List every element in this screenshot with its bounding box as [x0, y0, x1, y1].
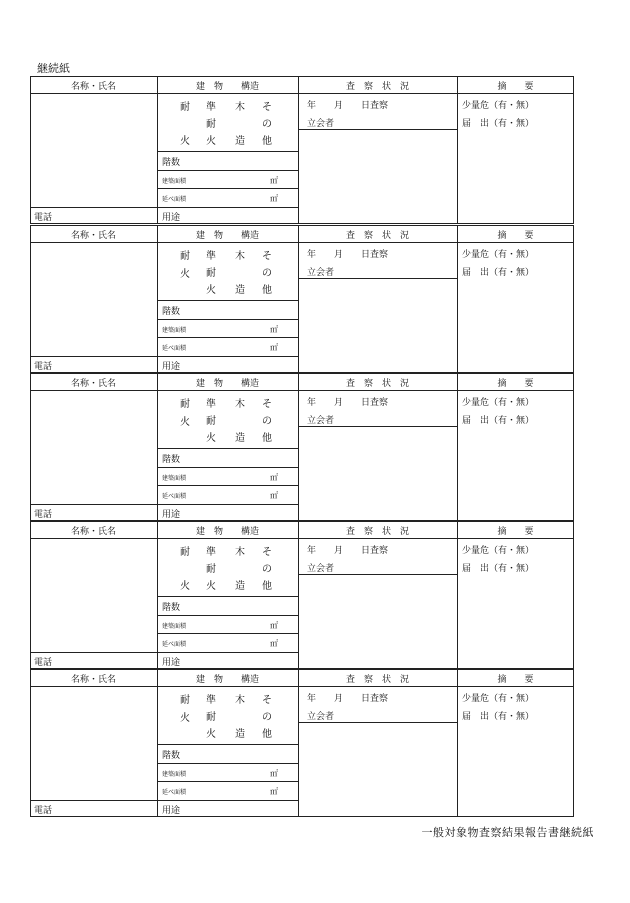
header-summary: 摘 要	[497, 675, 534, 685]
structure-divider	[157, 485, 299, 486]
structure-divider	[157, 800, 299, 801]
structure-char: 準	[206, 102, 216, 113]
witness-label: 立会者	[307, 268, 335, 278]
header-summary: 摘 要	[497, 82, 534, 92]
structure-char: 火	[206, 729, 216, 740]
header-name: 名称・氏名	[70, 379, 116, 389]
witness-divider	[298, 722, 458, 723]
record-block	[30, 521, 574, 669]
floors-label: 階数	[162, 307, 181, 317]
header-name: 名称・氏名	[70, 82, 116, 92]
structure-char: 木	[235, 547, 245, 558]
building-area-label: 建築面積	[162, 771, 187, 778]
structure-char: 耐	[180, 399, 190, 410]
structure-char: 準	[206, 695, 216, 706]
phone-divider	[30, 207, 158, 208]
header-structure: 建 物 構造	[195, 675, 259, 685]
structure-char: 造	[235, 136, 245, 147]
structure-char: 木	[235, 695, 245, 706]
column-divider	[157, 373, 158, 521]
structure-divider	[157, 300, 299, 301]
record-block	[30, 373, 574, 521]
header-inspection: 査 察 状 況	[345, 231, 409, 241]
structure-char: 火	[180, 136, 190, 147]
inspection-date-label: 年 月 日査察	[307, 250, 389, 260]
structure-divider	[157, 207, 299, 208]
structure-char: 木	[235, 102, 245, 113]
header-structure: 建 物 構造	[195, 82, 259, 92]
structure-char: の	[262, 712, 272, 723]
hazmat-label: 少量危（有・無）	[462, 694, 535, 704]
building-area-label: 建築面積	[162, 178, 187, 185]
structure-char: 火	[206, 285, 216, 296]
phone-divider	[30, 800, 158, 801]
notification-label: 届 出（有・無）	[462, 712, 535, 722]
notification-label: 届 出（有・無）	[462, 268, 535, 278]
inspection-date-label: 年 月 日査察	[307, 398, 389, 408]
structure-char: 造	[235, 581, 245, 592]
structure-char: 造	[235, 433, 245, 444]
structure-char: 耐	[180, 251, 190, 262]
structure-char: の	[262, 564, 272, 575]
structure-char: 耐	[180, 547, 190, 558]
structure-char: 準	[206, 547, 216, 558]
header-summary: 摘 要	[497, 231, 534, 241]
header-structure: 建 物 構造	[195, 379, 259, 389]
structure-char: 耐	[206, 119, 216, 130]
structure-char: そ	[262, 399, 272, 410]
hazmat-label: 少量危（有・無）	[462, 250, 535, 260]
notification-label: 届 出（有・無）	[462, 564, 535, 574]
hazmat-label: 少量危（有・無）	[462, 101, 535, 111]
structure-char: 他	[262, 581, 272, 592]
structure-char: 耐	[206, 268, 216, 279]
column-divider	[157, 76, 158, 224]
header-structure: 建 物 構造	[195, 231, 259, 241]
column-divider	[298, 373, 299, 521]
inspection-date-label: 年 月 日査察	[307, 694, 389, 704]
use-label: 用途	[162, 510, 181, 520]
structure-char: 耐	[206, 416, 216, 427]
column-divider	[457, 669, 458, 817]
use-label: 用途	[162, 213, 181, 223]
building-area-unit: ㎡	[270, 769, 278, 778]
building-area-label: 建築面積	[162, 475, 187, 482]
notification-label: 届 出（有・無）	[462, 119, 535, 129]
structure-divider	[157, 744, 299, 745]
total-floor-area-label: 延べ面積	[162, 789, 187, 796]
total-floor-area-unit: ㎡	[270, 491, 278, 500]
use-label: 用途	[162, 806, 181, 816]
structure-char: 造	[235, 285, 245, 296]
form-footer-title: 一般対象物査察結果報告書継続紙	[421, 826, 594, 839]
structure-divider	[157, 467, 299, 468]
structure-char: の	[262, 119, 272, 130]
structure-char: そ	[262, 547, 272, 558]
column-divider	[457, 521, 458, 669]
notification-label: 届 出（有・無）	[462, 416, 535, 426]
structure-divider	[157, 652, 299, 653]
structure-char: 他	[262, 729, 272, 740]
header-inspection: 査 察 状 況	[345, 82, 409, 92]
header-name: 名称・氏名	[70, 527, 116, 537]
floors-label: 階数	[162, 751, 181, 761]
column-divider	[298, 669, 299, 817]
structure-char: 火	[206, 433, 216, 444]
structure-divider	[157, 781, 299, 782]
structure-char: 造	[235, 729, 245, 740]
structure-char: の	[262, 268, 272, 279]
column-divider	[157, 669, 158, 817]
structure-char: 火	[180, 269, 190, 280]
structure-char: 他	[262, 285, 272, 296]
structure-divider	[157, 763, 299, 764]
floors-label: 階数	[162, 603, 181, 613]
column-divider	[298, 76, 299, 224]
structure-char: そ	[262, 102, 272, 113]
column-divider	[298, 225, 299, 373]
header-summary: 摘 要	[497, 379, 534, 389]
structure-divider	[157, 170, 299, 171]
column-divider	[457, 225, 458, 373]
structure-char: 他	[262, 433, 272, 444]
structure-char: 耐	[180, 695, 190, 706]
structure-divider	[157, 615, 299, 616]
structure-char: 火	[180, 417, 190, 428]
building-area-unit: ㎡	[270, 176, 278, 185]
column-divider	[157, 225, 158, 373]
building-area-unit: ㎡	[270, 473, 278, 482]
witness-label: 立会者	[307, 564, 335, 574]
record-block	[30, 225, 574, 373]
structure-char: 木	[235, 399, 245, 410]
structure-char: 耐	[206, 564, 216, 575]
total-floor-area-label: 延べ面積	[162, 493, 187, 500]
header-inspection: 査 察 状 況	[345, 527, 409, 537]
structure-char: 火	[180, 581, 190, 592]
building-area-label: 建築面積	[162, 327, 187, 334]
structure-divider	[157, 596, 299, 597]
structure-divider	[157, 356, 299, 357]
structure-divider	[157, 504, 299, 505]
record-block	[30, 669, 574, 817]
hazmat-label: 少量危（有・無）	[462, 546, 535, 556]
structure-char: 火	[206, 136, 216, 147]
floors-label: 階数	[162, 158, 181, 168]
phone-divider	[30, 504, 158, 505]
witness-divider	[298, 426, 458, 427]
structure-divider	[157, 448, 299, 449]
structure-char: 木	[235, 251, 245, 262]
structure-divider	[157, 633, 299, 634]
header-summary: 摘 要	[497, 527, 534, 537]
witness-label: 立会者	[307, 712, 335, 722]
structure-divider	[157, 337, 299, 338]
witness-label: 立会者	[307, 119, 335, 129]
structure-divider	[157, 319, 299, 320]
page-title: 継続紙	[37, 62, 70, 75]
structure-char: そ	[262, 251, 272, 262]
total-floor-area-label: 延べ面積	[162, 196, 187, 203]
header-inspection: 査 察 状 況	[345, 379, 409, 389]
floors-label: 階数	[162, 455, 181, 465]
witness-divider	[298, 278, 458, 279]
structure-char: 準	[206, 399, 216, 410]
total-floor-area-unit: ㎡	[270, 639, 278, 648]
column-divider	[457, 76, 458, 224]
building-area-label: 建築面積	[162, 623, 187, 630]
inspection-date-label: 年 月 日査察	[307, 546, 389, 556]
witness-divider	[298, 574, 458, 575]
structure-char: 耐	[180, 102, 190, 113]
structure-char: 他	[262, 136, 272, 147]
witness-label: 立会者	[307, 416, 335, 426]
structure-char: の	[262, 416, 272, 427]
column-divider	[457, 373, 458, 521]
phone-label: 電話	[34, 213, 53, 223]
header-name: 名称・氏名	[70, 231, 116, 241]
structure-char: そ	[262, 695, 272, 706]
phone-divider	[30, 356, 158, 357]
phone-label: 電話	[34, 658, 53, 668]
structure-char: 耐	[206, 712, 216, 723]
inspection-date-label: 年 月 日査察	[307, 101, 389, 111]
structure-divider	[157, 151, 299, 152]
total-floor-area-label: 延べ面積	[162, 641, 187, 648]
structure-char: 準	[206, 251, 216, 262]
column-divider	[298, 521, 299, 669]
header-inspection: 査 察 状 況	[345, 675, 409, 685]
use-label: 用途	[162, 658, 181, 668]
structure-char: 火	[180, 713, 190, 724]
total-floor-area-unit: ㎡	[270, 194, 278, 203]
use-label: 用途	[162, 362, 181, 372]
structure-char: 火	[206, 581, 216, 592]
total-floor-area-unit: ㎡	[270, 787, 278, 796]
column-divider	[157, 521, 158, 669]
header-name: 名称・氏名	[70, 675, 116, 685]
phone-label: 電話	[34, 510, 53, 520]
hazmat-label: 少量危（有・無）	[462, 398, 535, 408]
total-floor-area-label: 延べ面積	[162, 345, 187, 352]
structure-divider	[157, 188, 299, 189]
header-structure: 建 物 構造	[195, 527, 259, 537]
phone-divider	[30, 652, 158, 653]
building-area-unit: ㎡	[270, 621, 278, 630]
phone-label: 電話	[34, 362, 53, 372]
witness-divider	[298, 129, 458, 130]
phone-label: 電話	[34, 806, 53, 816]
building-area-unit: ㎡	[270, 325, 278, 334]
record-block	[30, 76, 574, 224]
total-floor-area-unit: ㎡	[270, 343, 278, 352]
